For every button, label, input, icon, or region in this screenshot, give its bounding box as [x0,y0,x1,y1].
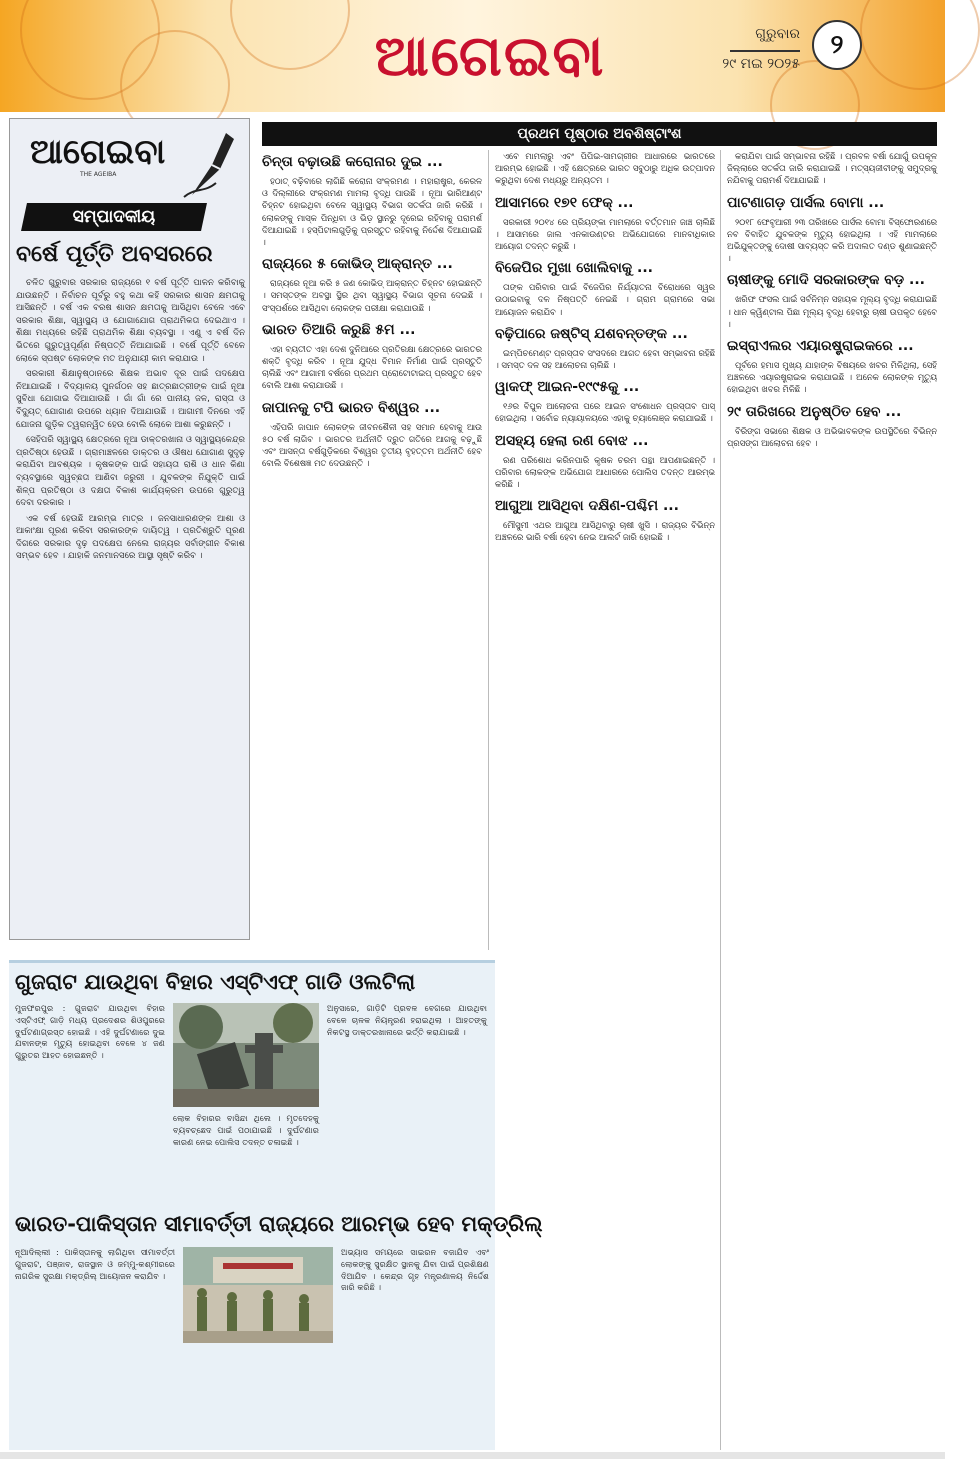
masthead [0,0,945,112]
news-story [262,152,482,248]
decor-swirl [230,0,350,70]
story-body: ଇମ୍ପିଚମେଣ୍ଟ ପ୍ରସ୍ତାବ ସଂସଦରେ ଆଗତ ହେବା ସମ୍ଭାବନା ରହିଛି । ସମସ୍ତ ଦଳ ସହ ଆଲୋଚନା ଚାଲିଛି । [495,347,715,371]
story-body: ରଣ ପରିଶୋଧ କରିନପାରି କୃଷକ ଚରମ ପନ୍ଥା ଆପଣାଇଛନ୍ତି । ପରିବାର ଲୋକଙ୍କ ଅଭିଯୋଗ ଆଧାରରେ ପୋଲିସ ତଦନ୍ତ ଆରମ୍ଭ କରିଛି । [495,454,715,490]
masthead-divider [730,50,800,52]
paragraph: ସେହିପରି ସ୍ୱାସ୍ଥ୍ୟ କ୍ଷେତ୍ରରେ ନୂଆ ଡାକ୍ତରଖାନା ଓ ସ୍ୱାସ୍ଥ୍ୟକେନ୍ଦ୍ର ପ୍ରତିଷ୍ଠା ହେଉଛି । ଗ୍ରାମାଞ୍ଚଳରେ ଡାକ୍ତର ଓ ଔଷଧ ଯୋଗାଣ ସୁଦୃଢ଼ କରାଯିବା ଆବଶ୍ୟକ । କୃଷକଙ୍କ ପାଇଁ ସହାୟତା ରାଶି ଓ ଧାନ କିଣା ବ୍ୟବସ୍ଥାରେ ସ୍ୱଚ୍ଛତା ଆଣିବା ଜରୁରୀ । ଯୁବକଙ୍କ ନିଯୁକ୍ତି ପାଇଁ ଶିଳ୍ପ ପ୍ରତିଷ୍ଠା ଓ ଦକ୍ଷତା ବିକାଶ କାର୍ଯ୍ୟକ୍ରମ ଉପରେ ଗୁରୁତ୍ୱ ଦେବା ଦରକାର । [16,435,245,509]
news-story [495,258,715,318]
news-story [727,150,937,187]
news-story [727,193,937,265]
story-headline: ବଢ଼ିପାରେ ଜଷ୍ଟିସ୍ ଯଶବନ୍ତଙ୍କ ... [495,325,688,342]
editorial-logo-subtitle: THE AGEIBA [80,171,117,178]
page-number: ୨ [812,20,862,70]
editorial-headline: ବର୍ଷେ ପୂର୍ତ୍ତି ଅବସରରେ [16,242,213,267]
paragraph: ଏକ ବର୍ଷ ହେଉଛି ଆରମ୍ଭ ମାତ୍ର । ଜନସାଧାରଣଙ୍କ ଆଶା ଓ ଆକାଂକ୍ଷା ପୂରଣ କରିବା ସରକାରଙ୍କ ଦାୟିତ୍ୱ । ପ୍ରତିଶ୍ରୁତି ପୂରଣ ଦିଗରେ ସରକାର ଦୃଢ଼ ପଦକ୍ଷେପ ନେଲେ ରାଜ୍ୟର ସର୍ବାଙ୍ଗୀନ ବିକାଶ ସମ୍ଭବ ହେବ । ଯାହାକି ଜନମାନସରେ ଆସ୍ଥା ସୃଷ୍ଟି କରିବ । [16,513,245,562]
story-body: ବିରିଙ୍ଗ ସଭାରେ ଶିକ୍ଷକ ଓ ଅଭିଭାବକଙ୍କ ଉପସ୍ଥିତିରେ ବିଭିନ୍ନ ପ୍ରସଙ୍ଗ ଆଲୋଚନା ହେବ । [727,425,937,448]
fountain-pen-icon [182,125,244,199]
story-body: ହଠାତ୍ ବଢ଼ିବାରେ ଲାଗିଛି କରୋନା ସଂକ୍ରମଣ । ମହାରାଷ୍ଟ୍ର, କେରଳ ଓ ଦିଲ୍ଲୀରେ ସଂକ୍ରମଣ ମାମଲା ବୃଦ୍ଧି ପାଉଛି । ନୂଆ ଭାରିଆଣ୍ଟ ଚିହ୍ନଟ ହୋଇଥିବା ବେଳେ ସ୍ୱାସ୍ଥ୍ୟ ବିଭାଗ ସତର୍କତା ଜାରି କରିଛି । ଲୋକଙ୍କୁ ମାସ୍କ ପିନ୍ଧିବା ଓ ଭିଡ଼ ସ୍ଥାନରୁ ଦୂରେଇ ରହିବାକୁ ପରାମର୍ଶ ଦିଆଯାଇଛି । ହସ୍ପିଟାଲଗୁଡ଼ିକୁ ପ୍ରସ୍ତୁତ ରହିବାକୁ ନିର୍ଦ୍ଦେଶ ଦିଆଯାଇଛି । [262,176,482,248]
news-story [727,336,937,396]
editorial-section-label: ସମ୍ପାଦକୀୟ [21,203,207,231]
story-body: ରାଜ୍ୟରେ ନୂଆ କରି ୫ ଜଣ କୋଭିଡ୍ ଆକ୍ରାନ୍ତ ଚିହ୍ନଟ ହୋଇଛନ୍ତି । ସମସ୍ତଙ୍କ ଅବସ୍ଥା ସ୍ଥିର ଥିବା ସ୍ୱାସ୍ଥ୍ୟ ବିଭାଗ ସୂଚନା ଦେଇଛି । ସଂସ୍ପର୍ଶରେ ଆସିଥିବା ଲୋକଙ୍କ ପରୀକ୍ଷା କରାଯାଉଛି । [262,278,482,313]
story-headline: ୱାକଫ୍ ଆଇନ-୧୯୯୫କୁ ... [495,379,640,396]
story-headline: ଅସହ୍ୟ ହେଲା ରଣ ବୋଝ ... [495,432,649,449]
story-body: ଅଭ୍ୟାସ ସମୟରେ ସାଇରନ ବଜାଯିବ ଏବଂ ଲୋକଙ୍କୁ ସୁରକ୍ଷିତ ସ୍ଥାନକୁ ଯିବା ପାଇଁ ପ୍ରଶିକ୍ଷଣ ଦିଆଯିବ । କେନ୍ଦ୍ର ଗୃହ ମନ୍ତ୍ରଣାଳୟ ନିର୍ଦ୍ଦେଶ ଜାରି କରିଛି । [341,1247,489,1293]
news-column-1 [262,150,482,950]
bihar-stf-headline: ଗୁଜରାଟ ଯାଉଥିବା ବିହାର ଏସ୍‌ଟିଏଫ୍ ଗାଡି ଓଲଟିଲା [15,970,416,994]
paragraph: ଚଳିତ ଗୁରୁବାର ସରକାର ରାଜ୍ୟରେ ୧ ବର୍ଷ ପୂର୍ତ୍ତି ପାଳନ କରିବାକୁ ଯାଉଛନ୍ତି । ନିର୍ବାଚନ ପୂର୍ବରୁ ବହୁ କଥା କହି ସରକାର ଶାସନ କ୍ଷମତାକୁ ଆସିଛନ୍ତି । ବର୍ଷ ଏକ ବରଷ ଶାସନ କ୍ଷମତାକୁ ଆସିଥିବା ବେଳେ ଏବେ ସରକାର ଶିକ୍ଷା, ସ୍ୱାସ୍ଥ୍ୟ ଓ ଯୋଗାଯୋଗ ପ୍ରାଥମିକତା ଦେଇଥାଏ । ଶିକ୍ଷା ମଧ୍ୟରେ ରହିଛି ପ୍ରାଥମିକ ଶିକ୍ଷା ବ୍ୟବସ୍ଥା । ଏଣୁ ଏ ବର୍ଷ ଦିନ ଭିତରେ ଗୁରୁତ୍ୱପୂର୍ଣ୍ଣ ନିଷ୍ପତ୍ତି ନିଆଯାଇଛି । ବର୍ଷେ ପୂର୍ତ୍ତି ବେଳେ ଲୋକେ ସ୍ପଷ୍ଟ ଲୋକଙ୍କ ମତ ଅନୁଯାୟୀ କାମ କରାଯାଉ । [16,278,245,364]
story-body: ମୌସୁମୀ ଏଥର ଆଗୁଆ ଆସିଥିବାରୁ ଚାଷୀ ଖୁସି । ରାଜ୍ୟର ବିଭିନ୍ନ ଅଞ୍ଚଳରେ ଭାରି ବର୍ଷା ହେବା ନେଇ ଆଲର୍ଟ ଜାରି ହୋଇଛି । [495,520,715,543]
news-column-2 [495,150,715,1450]
column-divider [720,150,721,1450]
news-story [262,398,482,470]
news-story [262,254,482,314]
page-footer-rule [0,1452,945,1459]
story-body: ତାଙ୍କ ପରିବାର ପାଇଁ ବିଜେପିର ନିର୍ଯ୍ୟାତନା ବିରୋଧରେ ସ୍ୱର ଉଠାଇବାକୁ ଦଳ ନିଷ୍ପତ୍ତି ନେଇଛି । ଗ୍ରାମ ଗ୍ରାମରେ ସଭା ଆୟୋଜନ କରାଯିବ । [495,282,715,317]
story-body: ମୁଜଫରପୁର : ଗୁଜରାଟ ଯାଉଥିବା ବିହାର ଏସ୍‌ଟିଏଫ୍ ଗାଡ଼ି ମଧ୍ୟ ପ୍ରଦେଶର ଶିଓପୁରରେ ଦୁର୍ଘଟଣାଗ୍ରସ୍ତ ହୋଇଛି । ଏହି ଦୁର୍ଘଟଣାରେ ଦୁଇ ଯବାନଙ୍କ ମୃତ୍ୟୁ ହୋଇଥିବା ବେଳେ ୪ ଜଣ ଗୁରୁତର ଆହତ ହୋଇଛନ୍ତି । [15,1003,165,1061]
story-body: କରାଯିବା ପାଇଁ ସମ୍ଭାବନା ରହିଛି । ପ୍ରବଳ ବର୍ଷା ଯୋଗୁଁ ଉପକୂଳ ଜିଲ୍ଲାରେ ସତର୍କତା ଜାରି କରାଯାଇଛି । ମତ୍ସ୍ୟଜୀବୀଙ୍କୁ ସମୁଦ୍ରକୁ ନଯିବାକୁ ପରାମର୍ଶ ଦିଆଯାଇଛି । [727,151,937,186]
story-headline: ଚିନ୍ତା ବଢ଼ାଉଛି କରୋନାର ଦୁଇ ... [262,154,443,170]
news-story [495,496,715,543]
story-headline: ରାଜ୍ୟରେ ୫ କୋଭିଡ୍ ଆକ୍ରାନ୍ତ ... [262,256,453,273]
story-headline: ବିଜେପିର ମୁଖା ଖୋଲିବାକୁ ... [495,260,653,277]
bottom-news-box [9,960,543,1450]
editorial-panel [9,118,250,940]
story-headline: ଇସ୍ରାଏଲର ଏୟାରଷ୍ଟ୍ରାଇକରେ ... [727,338,914,355]
newspaper-title: ଆଗେଇବା [374,23,606,89]
paragraph: ସରକାରୀ ଶିକ୍ଷାନୁଷ୍ଠାନରେ ଶିକ୍ଷକ ଅଭାବ ଦୂର ପାଇଁ ପଦକ୍ଷେପ ନିଆଯାଇଛି । ବିଦ୍ୟାଳୟ ପୁନର୍ଗଠନ ସହ ଛାତ୍ରଛାତ୍ରୀଙ୍କ ପାଇଁ ନୂଆ ସୁବିଧା ଯୋଗାଇ ଦିଆଯାଉଛି । ଗାଁ ଗାଁ ରେ ପାନୀୟ ଜଳ, ରାସ୍ତା ଓ ବିଦ୍ୟୁତ୍ ଯୋଗାଣ ଉପରେ ଧ୍ୟାନ ଦିଆଯାଉଛି । ଆଗାମୀ ଦିନରେ ଏହି ଯୋଜନା ଗୁଡ଼ିକ ତ୍ୱରାନ୍ୱିତ ହେଉ ବୋଲି ଲୋକେ ଆଶା କରୁଛନ୍ତି । [16,369,245,430]
story-headline: ଜାପାନକୁ ଟପି ଭାରତ ବିଶ୍ୱର ... [262,399,441,416]
news-story [495,324,715,371]
news-story [495,431,715,491]
story-body: ଖରିଫ ଫସଲ ପାଇଁ ସର୍ବନିମ୍ନ ସହାୟକ ମୂଲ୍ୟ ବୃଦ୍ଧି କରାଯାଇଛି । ଧାନ କ୍ୱିଣ୍ଟାଲ ପିଛା ମୂଲ୍ୟ ବୃଦ୍ଧି ହେବାରୁ ଚାଷୀ ଉପକୃତ ହେବେ । [727,294,937,329]
accident-photo [173,1003,319,1107]
story-headline: ଆଗୁଆ ଆସିଥିବା ଦକ୍ଷିଣ-ପଶ୍ଚିମ ... [495,498,679,515]
story-body: ଅନୁସାରେ, ଗାଡ଼ିଟି ପ୍ରବଳ ବେଗରେ ଯାଉଥିବା ବେଳେ ଚାଳକ ନିୟନ୍ତ୍ରଣ ହରାଇଥିଲା । ଆହତଙ୍କୁ ନିକଟସ୍ଥ ଡାକ୍ତରଖାନାରେ ଭର୍ତ୍ତି କରାଯାଇଛି । [327,1003,487,1037]
story-body: ଲୋକ ବିହାରର ବାସିନ୍ଦା ଥିଲେ । ମୃତଦେହକୁ ବ୍ୟବଚ୍ଛେଦ ପାଇଁ ପଠାଯାଇଛି । ଦୁର୍ଘଟଣାର କାରଣ ନେଇ ପୋଲିସ ତଦନ୍ତ ଚଳାଇଛି । [173,1113,319,1147]
story-headline: ୨୯ ତାରିଖରେ ଅନୁଷ୍ଠିତ ହେବ ... [727,403,902,420]
story-headline: ଚାଷୀଙ୍କୁ ମୋଦି ସରକାରଙ୍କ ବଡ଼ ... [727,272,925,289]
story-body: ୨୦୧୮ ଫେବୃଆରୀ ୨୩ ତାରିଖରେ ପାର୍ସଲ ବୋମା ବିସ୍ଫୋରଣରେ ନବ ବିବାହିତ ଯୁବକଙ୍କ ମୃତ୍ୟୁ ହୋଇଥିଲା । ଏହି ମାମଲାରେ ଅଭିଯୁକ୍ତଙ୍କୁ ଦୋଷୀ ସାବ୍ୟସ୍ତ କରି ଅଦାଲତ ଦଣ୍ଡ ଶୁଣାଇଛନ୍ତି । [727,216,937,264]
news-column-3 [727,150,937,1450]
story-body: ସରକାରୀ ୨୦୧୪ ରେ ପ୍ରିୟଙ୍କା ମାମଲାରେ ବର୍ତ୍ତମାନ ଜାଞ୍ଚ ଚାଲିଛି । ଆସାମରେ ଜାଲ ଏନକାଉଣ୍ଟର ଅଭିଯୋଗରେ ମାନବାଧିକାର ଆୟୋଗ ତଦନ୍ତ କରୁଛି । [495,216,715,252]
story-body: ଏହା ବ୍ୟତୀତ ଏହା ଦେଶ ଦୁନିଆରେ ପ୍ରତିରକ୍ଷା କ୍ଷେତ୍ରରେ ଭାରତର ଶକ୍ତି ବୃଦ୍ଧି କରିବ । ନୂଆ ଯୁଦ୍ଧ ବିମାନ ନିର୍ମାଣ ପାଇଁ ପ୍ରସ୍ତୁତି ଚାଲିଛି ଏବଂ ଆଗାମୀ ବର୍ଷରେ ପ୍ରଥମ ପ୍ରୋଟୋଟାଇପ୍ ପ୍ରସ୍ତୁତ ହେବ ବୋଲି ଆଶା କରାଯାଉଛି । [262,343,482,391]
front-page-remainder-banner: ପ୍ରଥମ ପୃଷ୍ଠାର ଅବଶିଷ୍ଟାଂଶ [262,122,937,146]
news-story [727,402,937,449]
story-body: ୧୬ର ବିପୁଳ ଆଲୋଚନା ପରେ ଆଇନ ସଂଶୋଧନ ପ୍ରସ୍ତାବ ପାସ୍ ହୋଇଥିଲା । ସର୍ବୋଚ୍ଚ ନ୍ୟାୟାଳୟରେ ଏହାକୁ ଚ୍ୟାଲେଞ୍ଜ କରାଯାଇଛି । [495,401,715,424]
story-headline: ଭାରତ ତିଆରି କରୁଛି ୫ମ ... [262,321,416,338]
issue-day: ଗୁରୁବାର [755,26,800,42]
story-headline: ଆସାମରେ ୧୭୧ ଫେକ୍ ... [495,194,634,211]
column-divider [488,150,489,950]
story-body: ପୂର୍ବରେ ହମାସ ମୁଖ୍ୟ ଯାହାଙ୍କ ବିଷୟରେ ଖବର ମିଳିଥିଲା, ସେହି ଅଞ୍ଚଳରେ ଏୟାରଷ୍ଟ୍ରାଇକ କରାଯାଇଛି । ଅନେକ ଲୋକଙ୍କ ମୃତ୍ୟୁ ହୋଇଥିବା ଖବର ମିଳିଛି । [727,360,937,395]
issue-date: ୨୯ ମଇ ୨୦୨୫ [722,56,800,72]
news-story [495,377,715,424]
editorial-logo: ଆଗେଇବା [30,132,166,172]
story-body: ଏହିପରି ଜାପାନ ଲୋକଙ୍କ ଜୀବନଶୈଳୀ ସହ ସମାନ ହେବାକୁ ଆଉ ୫୦ ବର୍ଷ ଲାଗିବ । ଭାରତର ଅର୍ଥନୀତି ଦ୍ରୁତ ଗତିରେ ଆଗକୁ ବଢ଼ୁଛି ଏବଂ ଆସନ୍ତା ବର୍ଷଗୁଡ଼ିକରେ ବିଶ୍ୱର ତୃତୀୟ ବୃହତ୍ତମ ଅର୍ଥନୀତି ହେବ ବୋଲି ବିଶେଷଜ୍ଞ ମତ ଦେଉଛନ୍ତି । [262,421,482,469]
border-soldiers-photo [183,1247,333,1343]
story-body: ନୂଆଦିଲ୍ଲୀ : ପାକିସ୍ତାନକୁ ଲାଗିଥିବା ସୀମାବର୍ତ୍ତୀ ଗୁଜରାଟ, ପଞ୍ଜାବ, ରାଜସ୍ଥାନ ଓ ଜମ୍ମୁ-କଶ୍ମୀରରେ ନାଗରିକ ସୁରକ୍ଷା ମକ୍‌ଡ୍ରିଲ୍ ଆୟୋଜନ କରାଯିବ । [15,1247,175,1281]
story-body: ଏବେ ମାମଲାରୁ ଏବଂ ପିପିଇ-ସାମଗ୍ରୀର ଆଧାରରେ ଭାରତରେ ଆରମ୍ଭ ହୋଇଛି । ଏହି କ୍ଷେତ୍ରରେ ଭାରତ ସବୁଠାରୁ ଅଧିକ ଉତ୍ପାଦନ କରୁଥିବା ଦେଶ ମଧ୍ୟରୁ ଅନ୍ୟତମ । [495,151,715,186]
news-story [495,150,715,187]
mock-drill-headline: ଭାରତ-ପାକିସ୍ତାନ ସୀମାବର୍ତ୍ତୀ ରାଜ୍ୟରେ ଆରମ୍ଭ ହେବ ମକ୍‌ଡ୍ରିଲ୍ [15,1212,543,1236]
story-headline: ପାଟଣାଗଡ଼ ପାର୍ସଲ ବୋମା ... [727,194,885,211]
news-story [495,193,715,253]
news-story [262,320,482,392]
decor-swirl [860,0,980,90]
editorial-body [16,277,245,935]
news-story [727,270,937,330]
